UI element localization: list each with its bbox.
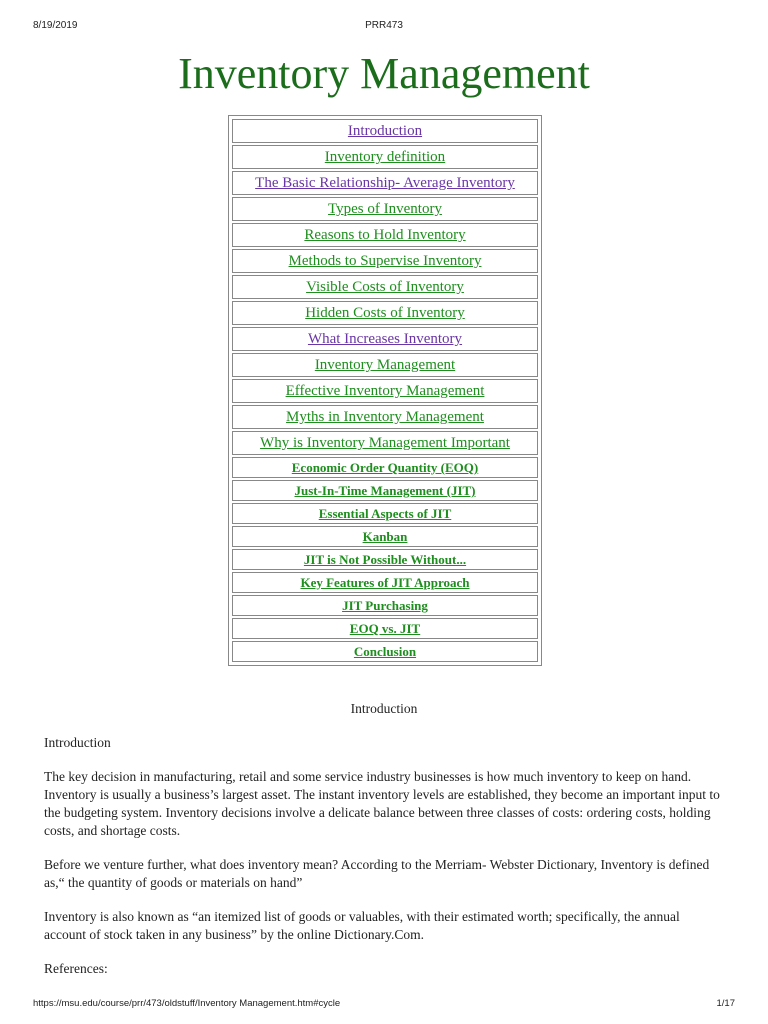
toc-link[interactable]: Methods to Supervise Inventory [288,253,482,269]
toc-row [232,379,538,403]
section-heading: Introduction [350,701,418,716]
toc-row [232,249,538,273]
toc-row [232,526,538,547]
toc-link[interactable]: Why is Inventory Management Important [260,435,510,451]
toc-row [232,595,538,616]
toc-link[interactable]: Types of Inventory [328,201,442,217]
toc-link[interactable]: JIT Purchasing [342,598,428,613]
toc-row [232,145,538,169]
references-label: References: [44,961,108,976]
toc-link[interactable]: Introduction [347,123,423,139]
table-of-contents [228,115,542,666]
print-header [33,20,735,34]
toc-row [232,171,538,195]
toc-row [232,353,538,377]
toc-link[interactable]: Inventory Management [314,357,456,373]
toc-link[interactable]: What Increases Inventory [307,331,463,347]
toc-link[interactable]: Visible Costs of Inventory [306,279,464,295]
toc-row [232,549,538,570]
toc-link[interactable]: Key Features of JIT Approach [300,575,470,590]
paragraph-itemized-list: Inventory is also known as “an itemized list of goods or valuables, with their estimated worth; specifically, the annual account of stock taken in any business” by the online Dictionary.Com. [44,909,680,942]
toc-link[interactable]: Hidden Costs of Inventory [305,305,465,321]
toc-link[interactable]: Myths in Inventory Management [286,409,484,425]
toc-row [232,119,538,143]
toc-row [232,431,538,455]
toc-link[interactable]: Kanban [362,529,408,544]
toc-row [232,641,538,662]
toc-link[interactable]: Essential Aspects of JIT [318,506,452,521]
toc-row [232,301,538,325]
toc-row [232,572,538,593]
toc-row [232,197,538,221]
toc-link[interactable]: The Basic Relationship- Average Inventory [255,175,515,191]
toc-row [232,503,538,524]
section-subheading: Introduction [44,735,111,750]
toc-row [232,457,538,478]
toc-row [232,405,538,429]
toc-link[interactable]: EOQ vs. JIT [349,621,421,636]
toc-link[interactable]: JIT is Not Possible Without... [303,552,467,567]
toc-row [232,327,538,351]
print-footer [33,998,735,1012]
toc-link[interactable]: Inventory definition [324,149,446,165]
toc-link[interactable]: Just-In-Time Management (JIT) [294,483,476,498]
print-url: https://msu.edu/course/prr/473/oldstuff/Inventory Management.htm#cycle [33,998,341,1009]
toc-link[interactable]: Conclusion [353,644,417,659]
toc-row [232,480,538,501]
print-date: 8/19/2019 [33,20,78,31]
paragraph-key-decision: The key decision in manufacturing, retail and some service industry businesses is how much inventory to keep on hand. Inventory is usually a business’s largest asset. The instant inventory levels are established, they become an important input to the budgeting system. Inventory decisions involve a delicate balance between three classes of costs: ordering costs, holding costs, and shortage costs. [44,769,720,838]
main-content [44,700,724,994]
toc-row [232,618,538,639]
toc-row [232,223,538,247]
toc-link[interactable]: Reasons to Hold Inventory [304,227,466,243]
toc-link[interactable]: Effective Inventory Management [285,383,485,399]
print-page-title: PRR473 [365,20,403,31]
toc-link[interactable]: Economic Order Quantity (EOQ) [291,460,479,475]
toc-row [232,275,538,299]
print-page-number: 1/17 [716,998,735,1009]
page-title: Inventory Management [178,49,590,98]
paragraph-inventory-meaning: Before we venture further, what does inventory mean? According to the Merriam- Webster Dictionary, Inventory is defined as,“ the quantity of goods or materials on hand” [44,857,710,890]
